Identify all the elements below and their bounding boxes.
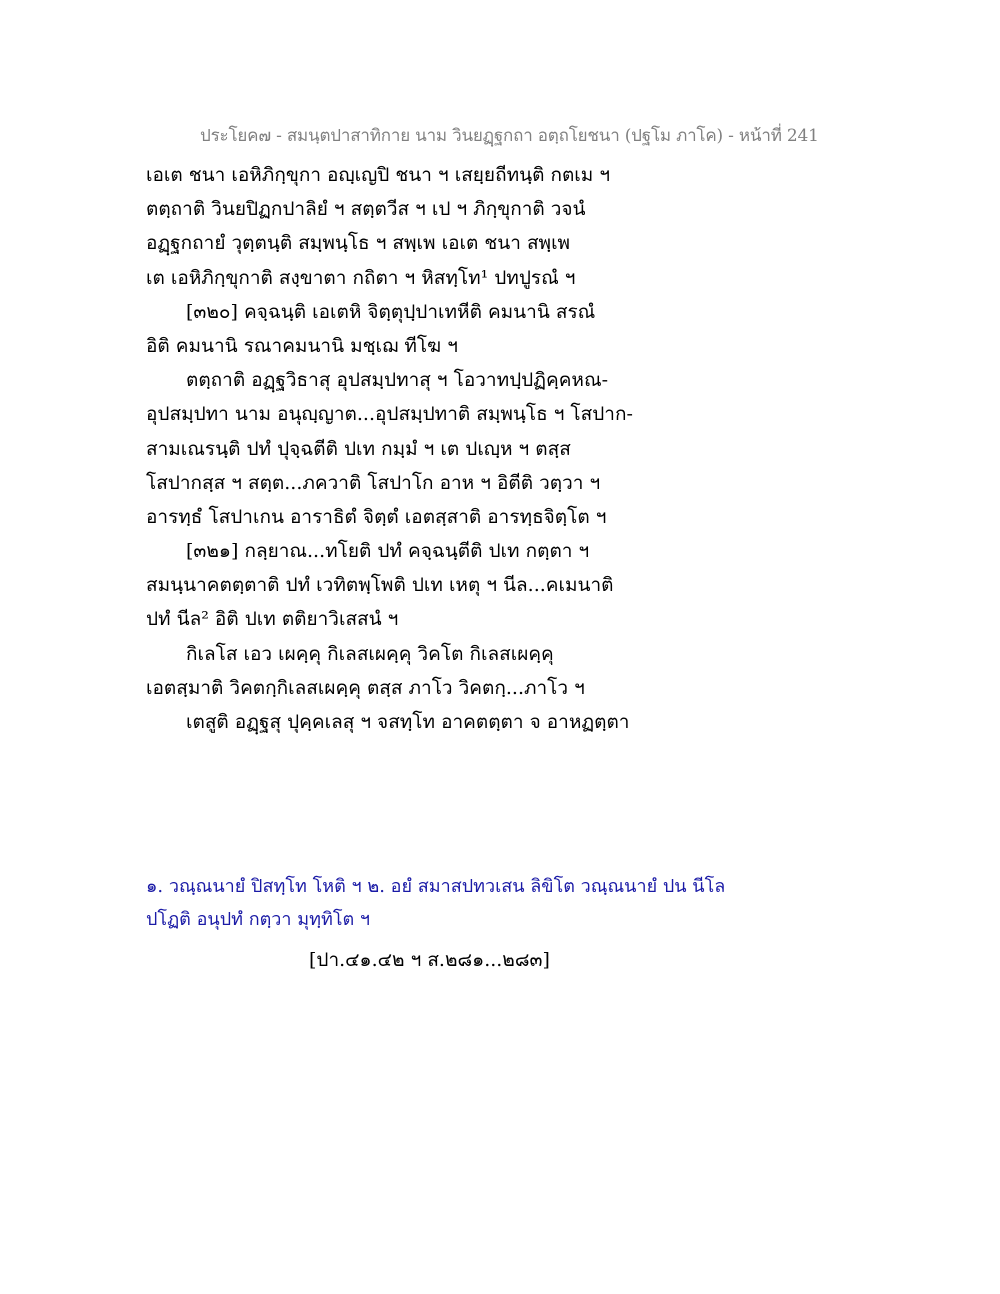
body-line: อุปสมฺปทา นาม อนุญฺญาต...อุปสมฺปทาติ สมฺพนฺโธ ฯ โสปาก-: [146, 403, 633, 426]
body-line: โสปากสฺส ฯ สตฺต...ภควาติ โสปาโก อาห ฯ อิตีติ วตฺวา ฯ: [146, 471, 601, 494]
paragraph-start-line: กิเลโส เอว เผคฺคุ กิเลสเผคฺคุ วิคโต กิเลสเผคฺคุ: [186, 642, 554, 665]
body-line: ตตฺถาติ วินยปิฏกปาลิยํ ฯ สตฺตวีส ฯ เป ฯ ภิกฺขุกาติ วจนํ: [146, 198, 586, 221]
body-line: สามเณรนฺติ ปทํ ปุจฺฉตีติ ปเท กมฺมํ ฯ เต ปเญฺห ฯ ตสฺส: [146, 437, 571, 460]
footnotes: [146, 870, 986, 936]
footnote-line: ๑. วณฺณนายํ ปิสทฺโท โหติ ฯ ๒. อยํ สมาสปทวเสน ลิขิโต วณฺณนายํ ปน นีโล: [146, 876, 726, 897]
footnote-line: ปโฏติ อนุปทํ กตฺวา มุทฺทิโต ฯ: [146, 909, 371, 930]
paragraph-start-line: ตตฺถาติ อฏฺฐวิธาสุ อุปสมฺปทาสุ ฯ โอวาทปฺปฏิคฺคหณ-: [186, 369, 608, 392]
paragraph-start-line: [๓๒๑] กลฺยาณ...ทโยติ ปทํ คจฺฉนฺตีติ ปเท กตฺตา ฯ: [186, 540, 590, 563]
running-header: ประโยค๗ - สมนฺตปาสาทิกาย นาม วินยฏฺฐกถา อตฺถโยชนา (ปฐโม ภาโค) - หน้าที่ 241: [200, 126, 819, 146]
source-reference: [ปา.๔๑.๔๒ ฯ ส.๒๘๑...๒๘๓]: [309, 949, 550, 971]
body-line: อารทฺธํ โสปาเกน อาราธิตํ จิตฺตํ เอตสฺสาติ อารทฺธจิตฺโต ฯ: [146, 505, 607, 528]
body-line: สมนฺนาคตตฺตาติ ปทํ เวทิตพฺโพติ ปเท เหตุ ฯ นีล...คเมนาติ: [146, 574, 614, 597]
body-line: เอเต ชนา เอหิภิกฺขุกา อญฺเญปิ ชนา ฯ เสยฺยถีทนฺติ กตเม ฯ: [146, 164, 611, 186]
body-line: เอตสฺมาติ วิคตกฺกิเลสเผคฺคุ ตสฺส ภาโว วิคตกฺ...ภาโว ฯ: [146, 676, 585, 699]
body-line: ปทํ นีล² อิติ ปเท ตติยาวิเสสนํ ฯ: [146, 608, 399, 631]
paragraph-start-line: เตสูติ อฏฺฐสุ ปุคฺคเลสุ ฯ จสทฺโท อาคตตฺตา จ อาหฏตฺตา: [186, 711, 630, 733]
body-text: [146, 158, 986, 739]
body-line: เต เอหิภิกฺขุกาติ สงฺขาตา กถิตา ฯ หิสทฺโท¹ ปทปูรณํ ฯ: [146, 266, 576, 289]
body-line: อฏฺฐกถายํ วุตฺตนฺติ สมฺพนฺโธ ฯ สพฺเพ เอเต ชนา สพฺเพ: [146, 232, 571, 255]
paragraph-start-line: [๓๒๐] คจฺฉนฺติ เอเตหิ จิตฺตุปฺปาเทหีติ คมนานิ สรณํ: [186, 300, 596, 323]
body-line: อิติ คมนานิ รณาคมนานิ มชฺเฌ ทีโฆ ฯ: [146, 334, 458, 357]
